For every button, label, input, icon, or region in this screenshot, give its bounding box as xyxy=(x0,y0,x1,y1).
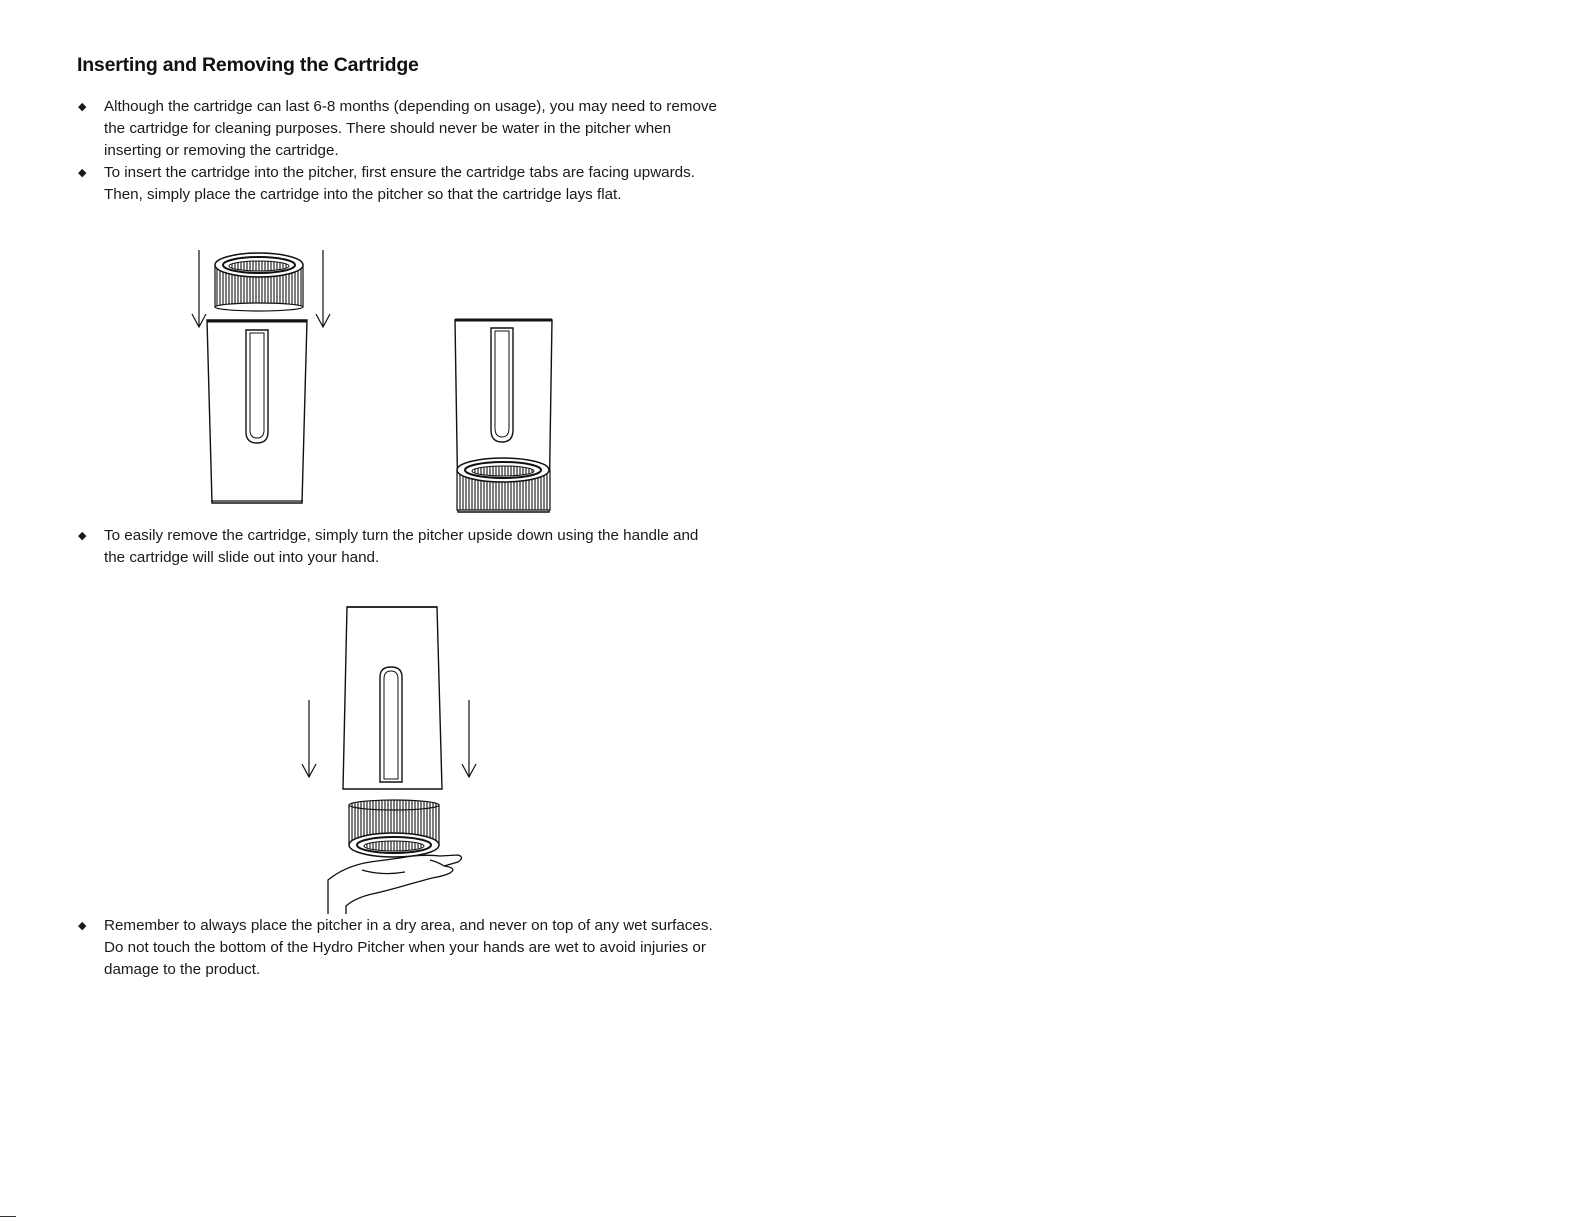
diamond-bullet-icon: ◆ xyxy=(78,167,87,179)
down-arrow-icon xyxy=(462,700,476,777)
diamond-bullet-icon: ◆ xyxy=(78,530,87,542)
bullet-text: Remember to always place the pitcher in a dry area, and never on top of any wet surfaces. Do not touch the bottom of the Hydro Pitcher when your hands are wet to avoid injuries or damage to the product. xyxy=(104,917,713,978)
open-hand-icon xyxy=(328,855,462,914)
page-title: Inserting and Removing the Cartridge xyxy=(77,54,419,76)
bullet-text: To insert the cartridge into the pitcher, first ensure the cartridge tabs are facing upwards. Then, simply place the cartridge into the pitcher so that the cartridge lays flat. xyxy=(104,164,695,203)
bullet-text: Although the cartridge can last 6-8 months (depending on usage), you may need to remove the cartridge for cleaning purposes. There should never be water in the pitcher when inserting or removing the cartridge. xyxy=(104,98,717,159)
page-edge-mark xyxy=(0,1216,16,1217)
diamond-bullet-icon: ◆ xyxy=(78,920,87,932)
down-arrow-icon xyxy=(302,700,316,777)
bullet-text: To easily remove the cartridge, simply turn the pitcher upside down using the handle and the cartridge will slide out into your hand. xyxy=(104,527,699,566)
cartridge-icon xyxy=(349,800,439,857)
diamond-bullet-icon: ◆ xyxy=(78,101,87,113)
pitcher-icon xyxy=(343,607,442,789)
bullet-item xyxy=(78,915,718,981)
